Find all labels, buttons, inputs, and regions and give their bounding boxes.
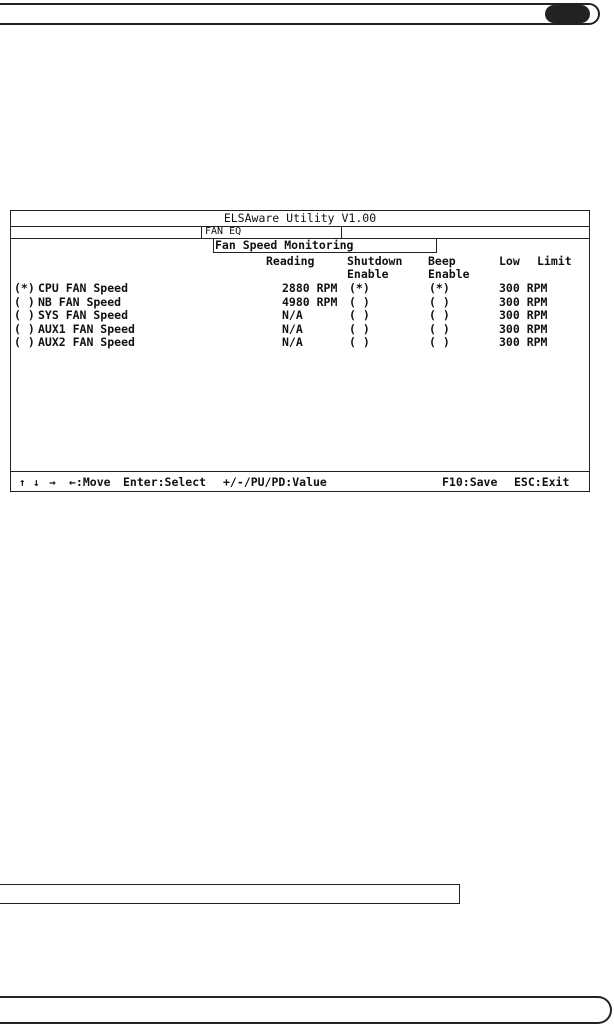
row-low-limit[interactable]: 300 RPM [499,321,548,336]
window-title: ELSAware Utility V1.00 [11,211,589,227]
row-beep-toggle[interactable]: ( ) [429,308,450,322]
row-reading: N/A [282,321,303,336]
col-limit-header: Limit [537,254,572,268]
help-select: Enter:Select [123,475,207,489]
help-move: ←:Move [69,475,111,489]
page-header-tab [545,5,590,23]
row-reading: N/A [282,308,303,322]
row-beep-toggle[interactable]: (*) [429,281,450,295]
row-label: SYS FAN Speed [38,308,129,322]
row-marker[interactable]: ( ) [14,308,35,322]
col-shutdown-header: Shutdown [347,254,403,268]
row-beep-toggle[interactable]: ( ) [429,321,450,336]
row-marker[interactable]: ( ) [14,335,35,349]
row-beep-toggle[interactable]: ( ) [429,335,450,349]
col-beep-header: Beep [428,254,456,268]
col-low-header: Low [499,254,520,268]
down-arrow-icon: ↓ [33,476,40,489]
page-footer-bar [0,996,612,1024]
row-reading: 4980 RPM [282,294,338,309]
row-shutdown-toggle[interactable]: ( ) [349,294,370,309]
col-beep-header-2: Enable [428,267,470,281]
row-beep-toggle[interactable]: ( ) [429,294,450,309]
row-shutdown-toggle[interactable]: ( ) [349,308,370,322]
row-reading: N/A [282,335,303,349]
row-shutdown-toggle[interactable]: ( ) [349,335,370,349]
section-title: Fan Speed Monitoring [213,238,437,253]
tab-fan-eq[interactable]: FAN EQ [201,226,342,238]
row-shutdown-toggle[interactable]: ( ) [349,321,370,336]
caption-box [0,884,460,904]
row-label: NB FAN Speed [38,294,122,309]
row-shutdown-toggle[interactable]: (*) [349,281,370,295]
col-reading-header: Reading [266,254,315,268]
right-arrow-icon: → [49,476,56,489]
row-marker[interactable]: ( ) [14,321,35,336]
up-arrow-icon: ↑ [19,476,26,489]
row-marker[interactable]: (*) [14,281,35,295]
row-label: CPU FAN Speed [38,281,129,295]
row-reading: 2880 RPM [282,281,338,295]
help-value: +/-/PU/PD:Value [223,475,327,489]
row-low-limit[interactable]: 300 RPM [499,335,548,349]
row-low-limit[interactable]: 300 RPM [499,281,548,295]
help-save: F10:Save [442,475,498,489]
page-header-bar [0,3,600,25]
key-help-bar [11,471,589,491]
help-exit: ESC:Exit [514,475,570,489]
row-low-limit[interactable]: 300 RPM [499,294,548,309]
row-low-limit[interactable]: 300 RPM [499,308,548,322]
row-marker[interactable]: ( ) [14,294,35,309]
row-label: AUX2 FAN Speed [38,335,135,349]
bios-screen [10,210,590,492]
col-shutdown-header-2: Enable [347,267,389,281]
row-label: AUX1 FAN Speed [38,321,135,336]
